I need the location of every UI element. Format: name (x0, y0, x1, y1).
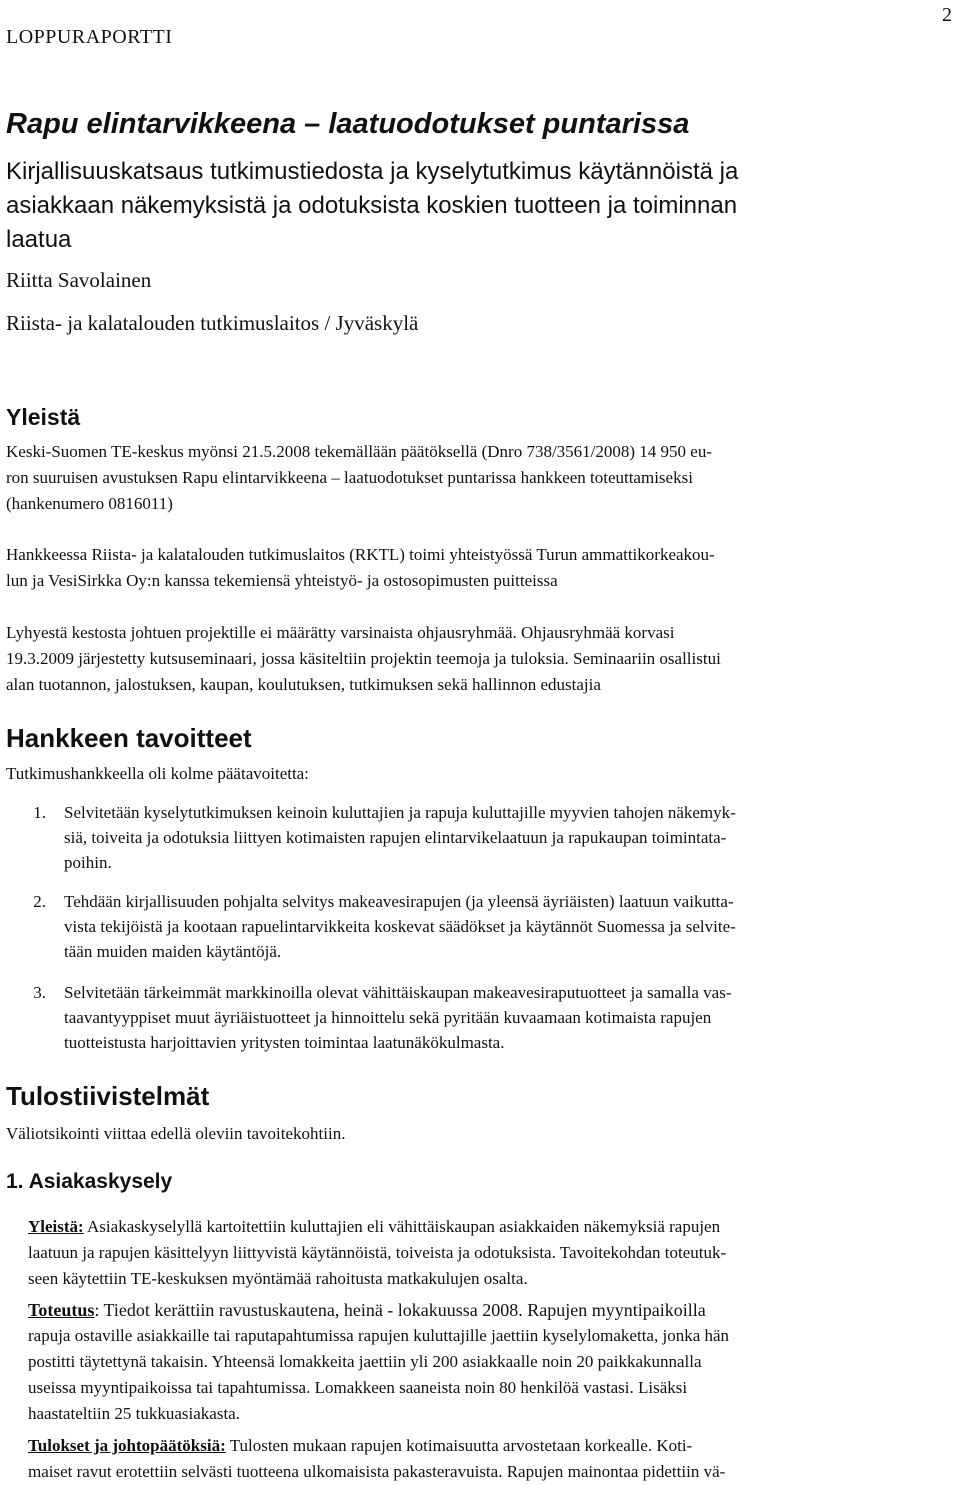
list-item-line: Selvitetään tärkeimmät markkinoilla olevat vähittäiskaupan makeavesiraputuotteet ja samalla vas- (64, 983, 732, 1002)
list-item-line: Selvitetään kyselytutkimuksen keinoin kuluttajien ja rapuja kuluttajille myyvien tahojen näkemyk- (64, 803, 736, 822)
paragraph-line (28, 1298, 706, 1322)
paragraph-line: alan tuotannon, jalostuksen, kaupan, koulutuksen, tutkimuksen sekä hallinnon edustajia (6, 675, 601, 694)
paragraph-line: Hankkeessa Riista- ja kalatalouden tutkimuslaitos (RKTL) toimi yhteistyössä Turun ammattikorkeakou- (6, 545, 715, 564)
subsection-heading-asiakaskysely: 1. Asiakaskysely (6, 1170, 173, 1193)
list-item-line: taavantyyppiset muut äyriäistuotteet ja hinnoittelu sekä pyritään kuvaamaan kotimaista rapujen (64, 1008, 712, 1027)
paragraph-line (28, 1434, 692, 1458)
list-item-line: tään muiden maiden käytäntöjä. (64, 942, 282, 961)
list-number: 2. (33, 892, 46, 911)
inline-label-tulokset: Tulokset ja johtopäätöksiä: (28, 1436, 226, 1455)
list-item-line: siä, toiveita ja odotuksia liittyen kotimaisten rapujen elintarvikelaatuun ja rapukaupan toimintata- (64, 828, 727, 847)
document-title: Rapu elintarvikkeena – laatuodotukset puntarissa (6, 108, 690, 140)
section-intro: Väliotsikointi viittaa edellä oleviin tavoitekohtiin. (6, 1124, 346, 1143)
paragraph-line: (hankenumero 0816011) (6, 494, 173, 513)
paragraph-line: postitti täytettynä takaisin. Yhteensä lomakkeita jaettiin yli 200 asiakkaalle noin 20 paikkakunnalla (28, 1352, 702, 1371)
paragraph-line: laatuun ja rapujen käsittelyyn liittyvistä käytännöistä, toiveista ja odotuksista. Tavoitekohdan toteutuk- (28, 1243, 727, 1262)
affiliation: Riista- ja kalatalouden tutkimuslaitos / Jyväskylä (6, 311, 419, 335)
list-item-line: Tehdään kirjallisuuden pohjalta selvitys makeavesirapujen (ja yleensä äyriäisten) laatuun vaikutta- (64, 892, 734, 911)
list-item-line: vista tekijöistä ja kootaan rapuelintarvikkeita koskevat säädökset ja käytännöt Suomessa ja selvite- (64, 917, 736, 936)
paragraph-line: Keski-Suomen TE-keskus myönsi 21.5.2008 tekemällään päätöksellä (Dnro 738/3561/2008) 14 950 eu- (6, 442, 713, 461)
paragraph-line: 19.3.2009 järjestetty kutsuseminaari, jossa käsiteltiin projektin teemoja ja tuloksia. Seminaariin osallistui (6, 649, 721, 668)
section-heading-tavoitteet: Hankkeen tavoitteet (6, 723, 252, 753)
inline-label-toteutus: Toteutus (28, 1300, 95, 1320)
report-label: LOPPURAPORTTI (6, 26, 173, 48)
subtitle-line: laatua (6, 226, 72, 253)
section-heading-tulokset: Tulostiivistelmät (6, 1081, 210, 1111)
paragraph-line: lun ja VesiSirkka Oy:n kanssa tekemiensä yhteistyö- ja ostosopimusten puitteissa (6, 571, 558, 590)
paragraph-line: haastateltiin 25 tukkuasiakasta. (28, 1404, 240, 1423)
paragraph-line: seen käytettiin TE-keskuksen myöntämää rahoitusta matkakulujen osalta. (28, 1269, 528, 1288)
subtitle-line: Kirjallisuuskatsaus tutkimustiedosta ja kyselytutkimus käytännöistä ja (6, 158, 739, 185)
inline-text: Tulosten mukaan rapujen kotimaisuutta arvostetaan korkealle. Koti- (225, 1436, 693, 1455)
list-item-line: tuotteistusta harjoittavien yritysten toimintaa laatunäkökulmasta. (64, 1033, 505, 1052)
paragraph-line: useissa myyntipaikoissa tai tapahtumissa. Lomakkeen saaneista noin 80 henkilöä vastasi. Lisäksi (28, 1378, 688, 1397)
section-intro: Tutkimushankkeella oli kolme päätavoitetta: (6, 764, 309, 783)
list-item-line: poihin. (64, 853, 112, 872)
list-number: 1. (33, 803, 46, 822)
subtitle-line: asiakkaan näkemyksistä ja odotuksista koskien tuotteen ja toiminnan (6, 192, 738, 219)
paragraph-line (28, 1215, 720, 1239)
list-number: 3. (33, 983, 46, 1002)
inline-text: : Tiedot kerättiin ravustuskautena, heinä - lokakuussa 2008. Rapujen myyntipaikoilla (94, 1300, 706, 1320)
paragraph-line: Lyhyestä kestosta johtuen projektille ei määrätty varsinaista ohjausryhmää. Ohjausryhmää korvasi (6, 623, 675, 642)
section-heading-yleista: Yleistä (6, 404, 81, 430)
author: Riitta Savolainen (6, 268, 152, 292)
inline-text: Asiakaskyselyllä kartoitettiin kuluttajien eli vähittäiskaupan asiakkaiden näkemyksiä rapujen (83, 1217, 721, 1236)
page-number: 2 (942, 4, 952, 26)
paragraph-line: maiset ravut erotettiin selvästi tuotteena ulkomaisista pakasteravuista. Rapujen mainontaa pidettiin vä- (28, 1462, 726, 1481)
paragraph-line: rapuja ostaville asiakkaille tai raputapahtumissa rapujen kuluttajille jaettiin kyselylomaketta, jonka hän (28, 1326, 730, 1345)
inline-label-yleista: Yleistä: (28, 1217, 84, 1236)
paragraph-line: ron suuruisen avustuksen Rapu elintarvikkeena – laatuodotukset puntarissa hankkeen toteuttamiseksi (6, 468, 693, 487)
